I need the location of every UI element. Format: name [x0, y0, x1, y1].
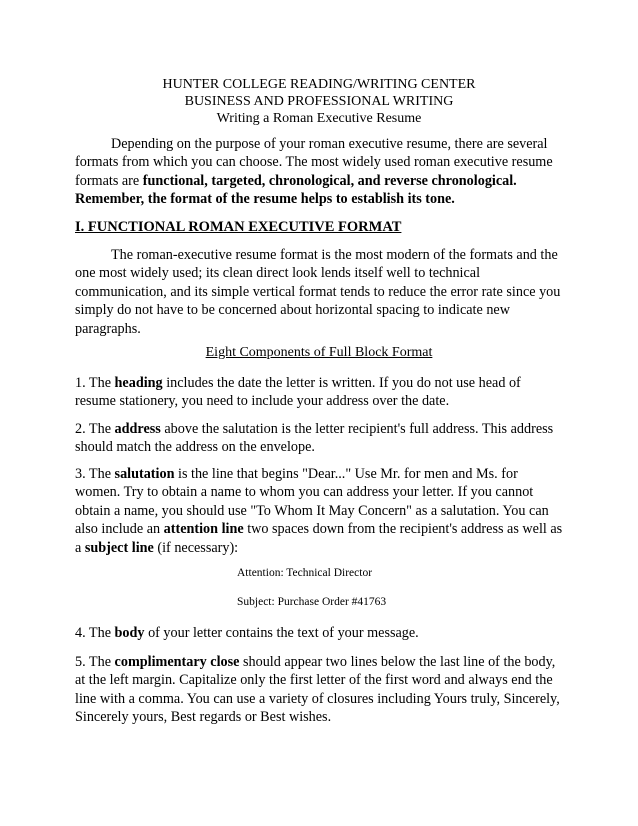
- intro-bold-text: functional, targeted, chronological, and reverse chronological. Remember, the format of the resume helps to establish its tone.: [75, 172, 517, 208]
- components-subheading: Eight Components of Full Block Format: [205, 345, 433, 360]
- header-line-3: Writing a Roman Executive Resume: [216, 111, 422, 126]
- item-text: is the line that begins "Dear..." Use Mr. for men and Ms. for women. Try to obtain a name to whom you can address your letter. If you cannot obtain a name, you should use "To Whom It May Concern" as a salutation. You can also include an: [75, 466, 549, 538]
- item-prefix: 4. The: [75, 625, 115, 641]
- item-term: heading: [114, 375, 163, 391]
- item-term: address: [114, 421, 161, 437]
- list-item-complimentary-close: [75, 653, 565, 727]
- intro-text: Depending on the purpose of your roman executive resume, there are several formats from which you can choose. The most widely used roman executive resume formats are: [75, 136, 553, 189]
- intro-paragraph: [75, 135, 565, 209]
- header-line-2: BUSINESS AND PROFESSIONAL WRITING: [184, 94, 454, 109]
- list-item-body: [75, 624, 565, 642]
- list-item-address: [75, 420, 565, 457]
- item-text: (if necessary):: [153, 539, 239, 556]
- example-subject-line: Subject: Purchase Order #41763: [237, 596, 387, 608]
- item-text: two spaces down from the recipient's address as well as a: [75, 521, 563, 556]
- item-text: above the salutation is the letter recipient's full address. This address should match the address on the envelope.: [75, 421, 554, 456]
- item-term: complimentary close: [114, 654, 240, 670]
- example-attention-line: Attention: Technical Director: [237, 567, 373, 579]
- item-term: body: [114, 625, 145, 641]
- item-prefix: 3. The: [75, 466, 115, 482]
- functional-paragraph: The roman-executive resume format is the most modern of the formats and the one most widely used; its clean direct look lends itself well to technical communication, and its simple vertical format tends to reduce the error rate since you simply do not have to be concerned about horizontal spacing to indicate new paragraphs.: [75, 247, 561, 337]
- header-line-1: HUNTER COLLEGE READING/WRITING CENTER: [162, 77, 476, 92]
- list-item-salutation: [75, 465, 565, 557]
- list-item-heading: [75, 374, 565, 411]
- item-text: includes the date the letter is written. If you do not use head of resume stationery, you need to include your address over the date.: [75, 375, 521, 410]
- item-text: of your letter contains the text of your message.: [144, 625, 419, 641]
- item-prefix: 1. The: [75, 375, 115, 391]
- item-term-subject-line: subject line: [84, 539, 154, 556]
- section-heading-functional: I. FUNCTIONAL ROMAN EXECUTIVE FORMAT: [75, 219, 402, 235]
- item-term-attention-line: attention line: [163, 521, 244, 538]
- item-prefix: 2. The: [75, 421, 115, 437]
- item-term: salutation: [114, 466, 175, 482]
- item-text: should appear two lines below the last line of the body, at the left margin. Capitalize only the first letter of the first word and always end the line with a comma. You can use a variety of closures including Yours truly, Sincerely, Sincerely yours, Best regards or Best wishes.: [75, 654, 560, 726]
- item-prefix: 5. The: [75, 654, 115, 670]
